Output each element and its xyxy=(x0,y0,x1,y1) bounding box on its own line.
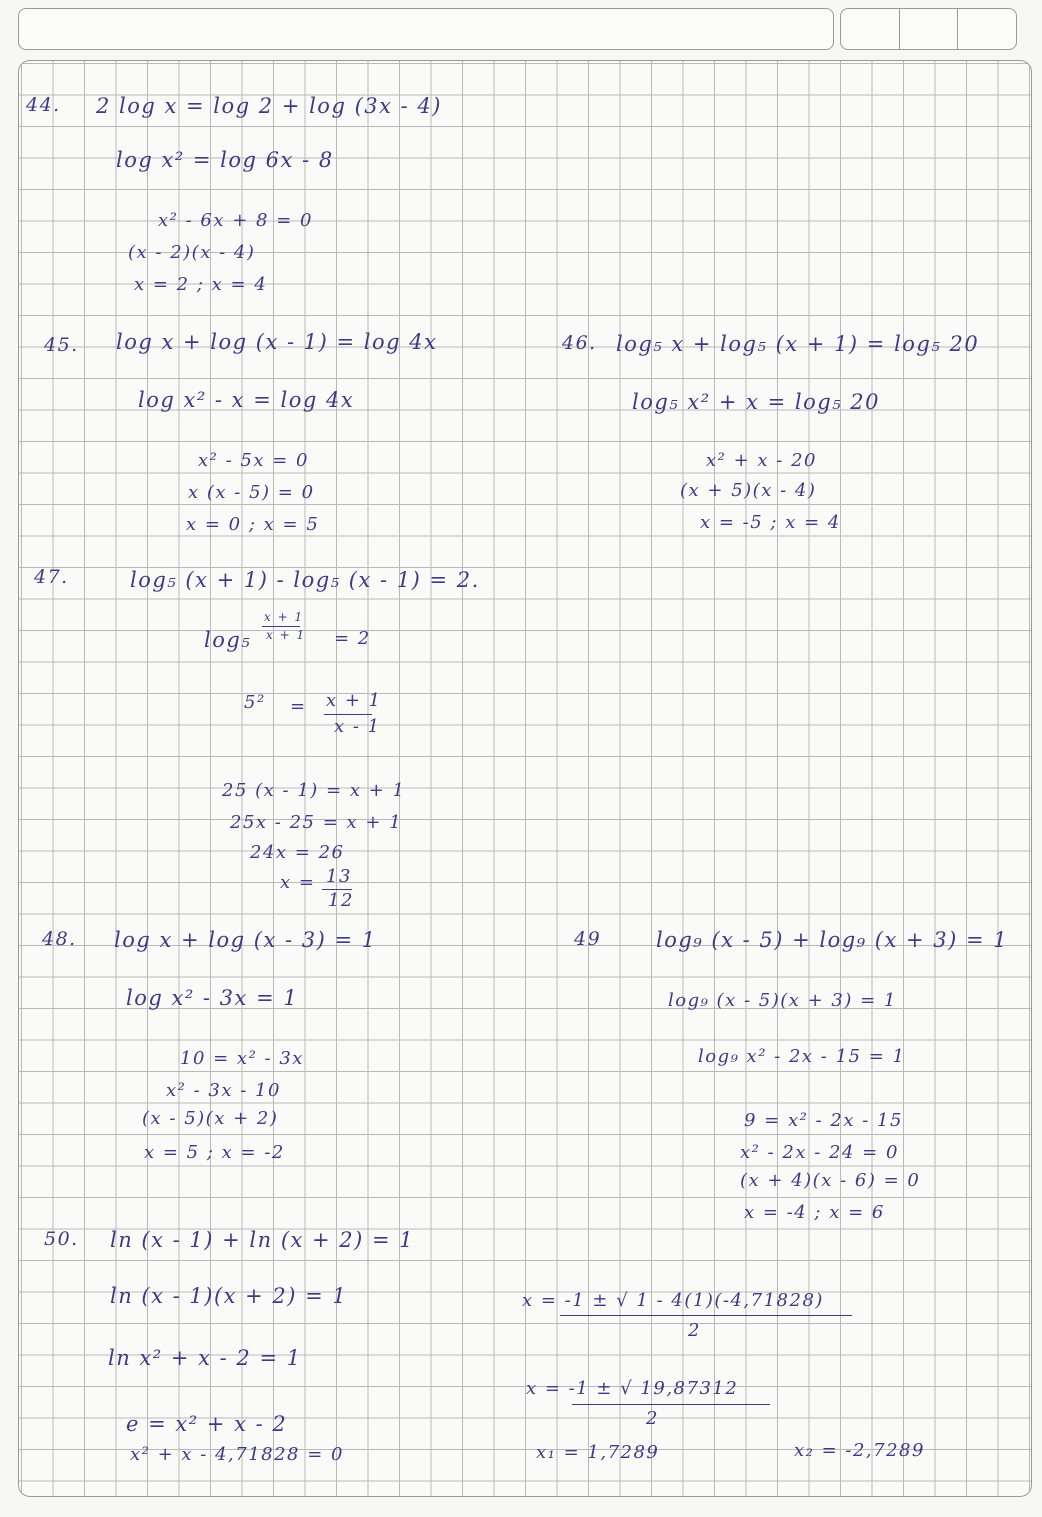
problem-45-solution: x = 0 ; x = 5 xyxy=(186,514,320,535)
problem-49-step-1: log₉ (x - 5)(x + 3) = 1 xyxy=(668,990,897,1011)
problem-46-number: 46. xyxy=(562,332,597,354)
date-cell-year xyxy=(958,9,1016,49)
problem-46-step-2: x² + x - 20 xyxy=(706,450,817,471)
problem-49-solution: x = -4 ; x = 6 xyxy=(744,1202,885,1223)
quadratic-formula-bar xyxy=(560,1315,852,1316)
problem-47-step-2-numerator: x + 1 xyxy=(326,690,382,711)
problem-47-step-2-bar xyxy=(324,714,372,715)
problem-48-step-4: (x - 5)(x + 2) xyxy=(142,1108,279,1129)
problem-47-step-4: 25x - 25 = x + 1 xyxy=(230,812,403,833)
problem-50-equation: ln (x - 1) + ln (x + 2) = 1 xyxy=(110,1228,415,1252)
quadratic-simplified-numerator: x = -1 ± √ 19,87312 xyxy=(526,1378,739,1399)
problem-44-step-3: (x - 2)(x - 4) xyxy=(128,242,256,263)
problem-47-step-2-denominator: x - 1 xyxy=(334,716,381,737)
problem-48-step-2: 10 = x² - 3x xyxy=(180,1048,304,1069)
problem-49-number: 49 xyxy=(574,928,602,950)
problem-48-number: 48. xyxy=(42,928,77,950)
quadratic-simplified-denominator: 2 xyxy=(646,1408,659,1429)
name-field-box xyxy=(18,8,834,50)
problem-44-step-1: log x² = log 6x - 8 xyxy=(116,148,334,172)
quadratic-formula-numerator: x = -1 ± √ 1 - 4(1)(-4,71828) xyxy=(522,1290,824,1311)
problem-48-step-1: log x² - 3x = 1 xyxy=(126,986,299,1010)
problem-47-log-base: log₅ xyxy=(204,628,252,652)
problem-46-equation: log₅ x + log₅ (x + 1) = log₅ 20 xyxy=(616,332,980,356)
problem-47-equals: = xyxy=(290,696,307,717)
problem-44-number: 44. xyxy=(26,94,61,116)
problem-50-step-2: ln x² + x - 2 = 1 xyxy=(108,1346,302,1370)
problem-49-step-2: log₉ x² - 2x - 15 = 1 xyxy=(698,1046,906,1067)
problem-45-step-1: log x² - x = log 4x xyxy=(138,388,355,412)
problem-47-fraction-numerator: x + 1 xyxy=(264,610,304,624)
problem-46-step-1: log₅ x² + x = log₅ 20 xyxy=(632,390,881,414)
quadratic-formula-denominator: 2 xyxy=(688,1320,701,1341)
problem-49-equation: log₉ (x - 5) + log₉ (x + 3) = 1 xyxy=(656,928,1009,952)
root-x1: x₁ = 1,7289 xyxy=(536,1442,660,1463)
problem-44-equation: 2 log x = log 2 + log (3x - 4) xyxy=(96,94,442,118)
date-field-boxes xyxy=(840,8,1017,50)
scan-artifact-mark xyxy=(945,1500,965,1512)
problem-47-solution-label: x = xyxy=(280,872,316,893)
problem-50-step-3: e = x² + x - 2 xyxy=(126,1412,288,1436)
problem-48-solution: x = 5 ; x = -2 xyxy=(144,1142,285,1163)
problem-47-equation: log₅ (x + 1) - log₅ (x - 1) = 2. xyxy=(130,568,480,592)
problem-48-equation: log x + log (x - 3) = 1 xyxy=(114,928,377,952)
problem-47-step-1-rhs: = 2 xyxy=(334,628,371,649)
problem-47-number: 47. xyxy=(34,566,69,588)
problem-44-solution: x = 2 ; x = 4 xyxy=(134,274,268,295)
problem-47-power: 5² xyxy=(244,692,266,713)
root-x2: x₂ = -2,7289 xyxy=(794,1440,925,1461)
problem-50-number: 50. xyxy=(44,1228,79,1250)
problem-47-solution-numerator: 13 xyxy=(326,866,352,887)
problem-47-step-5: 24x = 26 xyxy=(250,842,345,863)
problem-50-step-4: x² + x - 4,71828 = 0 xyxy=(130,1444,344,1465)
problem-45-number: 45. xyxy=(44,334,79,356)
problem-45-equation: log x + log (x - 1) = log 4x xyxy=(116,330,438,354)
problem-50-step-1: ln (x - 1)(x + 2) = 1 xyxy=(110,1284,348,1308)
problem-47-fraction-bar xyxy=(262,626,300,627)
problem-47-step-3: 25 (x - 1) = x + 1 xyxy=(222,780,406,801)
problem-49-step-4: x² - 2x - 24 = 0 xyxy=(740,1142,899,1163)
problem-48-step-3: x² - 3x - 10 xyxy=(166,1080,281,1101)
problem-45-step-2: x² - 5x = 0 xyxy=(198,450,309,471)
date-cell-day xyxy=(841,9,900,49)
problem-47-fraction-denominator: x + 1 xyxy=(266,628,306,642)
problem-49-step-3: 9 = x² - 2x - 15 xyxy=(744,1110,903,1131)
problem-46-solution: x = -5 ; x = 4 xyxy=(700,512,841,533)
problem-46-step-3: (x + 5)(x - 4) xyxy=(680,480,817,501)
quadratic-simplified-bar xyxy=(572,1404,770,1405)
problem-49-step-5: (x + 4)(x - 6) = 0 xyxy=(740,1170,921,1191)
problem-47-solution-denominator: 12 xyxy=(328,890,354,911)
problem-44-step-2: x² - 6x + 8 = 0 xyxy=(158,210,313,231)
date-cell-month xyxy=(900,9,959,49)
problem-45-step-3: x (x - 5) = 0 xyxy=(188,482,315,503)
